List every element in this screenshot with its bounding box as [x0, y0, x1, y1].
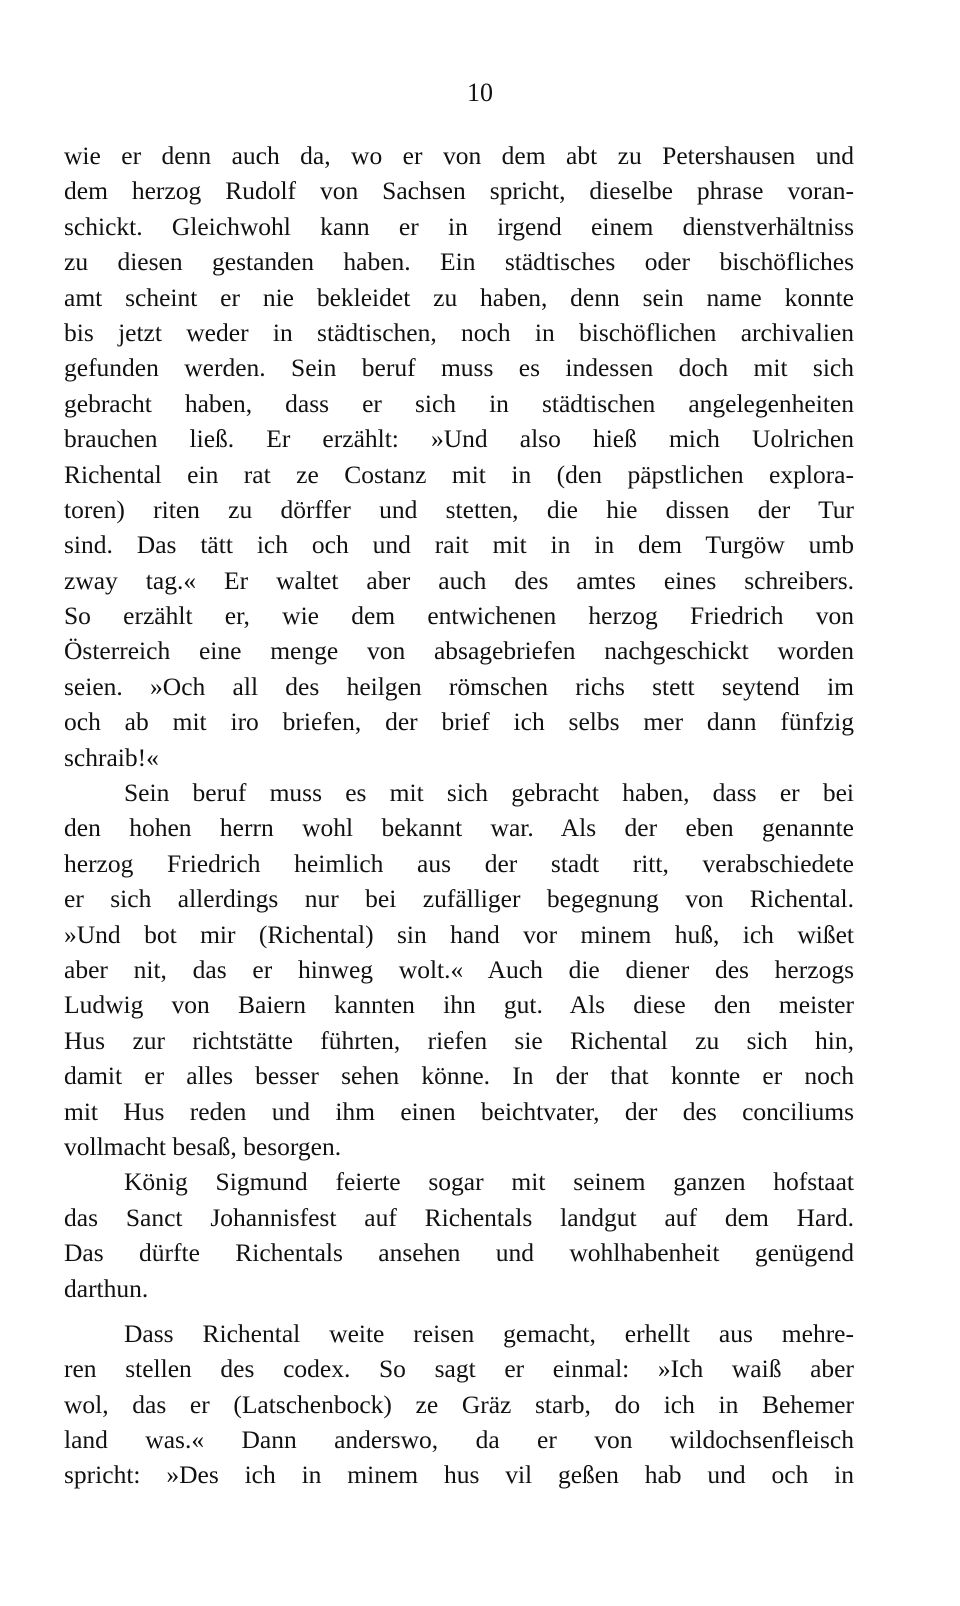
body-text	[64, 138, 854, 1493]
text-line: bis jetzt weder in städtischen, noch in bischöflichen archivalien	[64, 317, 854, 347]
text-line: wol, das er (Latschenbock) ze Gräz starb, do ich in Behemer	[64, 1389, 854, 1419]
text-line: vollmacht besaß, besorgen.	[64, 1131, 342, 1161]
text-line: sind. Das tätt ich och und rait mit in in dem Turgöw umb	[64, 530, 854, 560]
text-line: den hohen herrn wohl bekannt war. Als der eben genannte	[64, 813, 854, 843]
text-line: mit Hus reden und ihm einen beichtvater, der des conciliums	[64, 1096, 854, 1126]
text-line: Sein beruf muss es mit sich gebracht haben, dass er bei	[124, 778, 854, 808]
text-line: zu diesen gestanden haben. Ein städtisches oder bischöfliches	[64, 247, 854, 277]
text-line: herzog Friedrich heimlich aus der stadt ritt, verabschiedete	[64, 848, 854, 878]
text-line: König Sigmund feierte sogar mit seinem ganzen hofstaat	[124, 1167, 854, 1197]
text-line: Das dürfte Richentals ansehen und wohlhabenheit genügend	[64, 1238, 854, 1268]
text-line: ren stellen des codex. So sagt er einmal: »Ich waiß aber	[64, 1354, 854, 1384]
text-line: schraib!«	[64, 742, 159, 772]
paragraph-4	[64, 1316, 854, 1493]
text-line: Dass Richental weite reisen gemacht, erhellt aus mehre-	[124, 1318, 854, 1348]
text-line: och ab mit iro briefen, der brief ich selbs mer dann fünfzig	[64, 707, 854, 737]
text-line: land was.« Dann anderswo, da er von wildochsenfleisch	[64, 1425, 854, 1455]
text-line: Österreich eine menge von absagebriefen nachgeschickt worden	[64, 636, 854, 666]
text-line: aber nit, das er hinweg wolt.« Auch die diener des herzogs	[64, 954, 854, 984]
paragraph-gap	[64, 1306, 854, 1316]
text-line: seien. »Och all des heilgen römschen richs stett seytend im	[64, 671, 854, 701]
text-line: zway tag.« Er waltet aber auch des amtes eines schreibers.	[64, 565, 854, 595]
text-line: gebracht haben, dass er sich in städtischen angelegenheiten	[64, 388, 854, 418]
text-line: brauchen ließ. Er erzählt: »Und also hieß mich Uolrichen	[64, 424, 854, 454]
text-line: amt scheint er nie bekleidet zu haben, denn sein name konnte	[64, 282, 854, 312]
text-line: spricht: »Des ich in minem hus vil geßen hab und och in	[64, 1460, 854, 1490]
paragraph-1	[64, 138, 854, 775]
text-line: darthun.	[64, 1273, 149, 1303]
text-line: gefunden werden. Sein beruf muss es indessen doch mit sich	[64, 353, 854, 383]
text-line: er sich allerdings nur bei zufälliger begegnung von Richental.	[64, 884, 854, 914]
text-line: dem herzog Rudolf von Sachsen spricht, dieselbe phrase voran-	[64, 176, 854, 206]
text-line: Ludwig von Baiern kannten ihn gut. Als diese den meister	[64, 990, 854, 1020]
text-line: schickt. Gleichwohl kann er in irgend einem dienstverhältniss	[64, 211, 854, 241]
text-line: damit er alles besser sehen könne. In der that konnte er noch	[64, 1061, 854, 1091]
page-number: 10	[467, 78, 493, 107]
paragraph-2	[64, 775, 854, 1164]
text-line: Hus zur richtstätte führten, riefen sie Richental zu sich hin,	[64, 1025, 854, 1055]
paragraph-3	[64, 1164, 854, 1306]
text-line: das Sanct Johannisfest auf Richentals landgut auf dem Hard.	[64, 1202, 854, 1232]
text-line: So erzählt er, wie dem entwichenen herzog Friedrich von	[64, 601, 854, 631]
text-line: wie er denn auch da, wo er von dem abt zu Petershausen und	[64, 141, 854, 170]
text-line: toren) riten zu dörffer und stetten, die hie dissen der Tur	[64, 494, 854, 524]
text-line: Richental ein rat ze Costanz mit in (den päpstlichen explora-	[64, 459, 854, 489]
text-line: »Und bot mir (Richental) sin hand vor minem huß, ich wißet	[64, 919, 854, 949]
